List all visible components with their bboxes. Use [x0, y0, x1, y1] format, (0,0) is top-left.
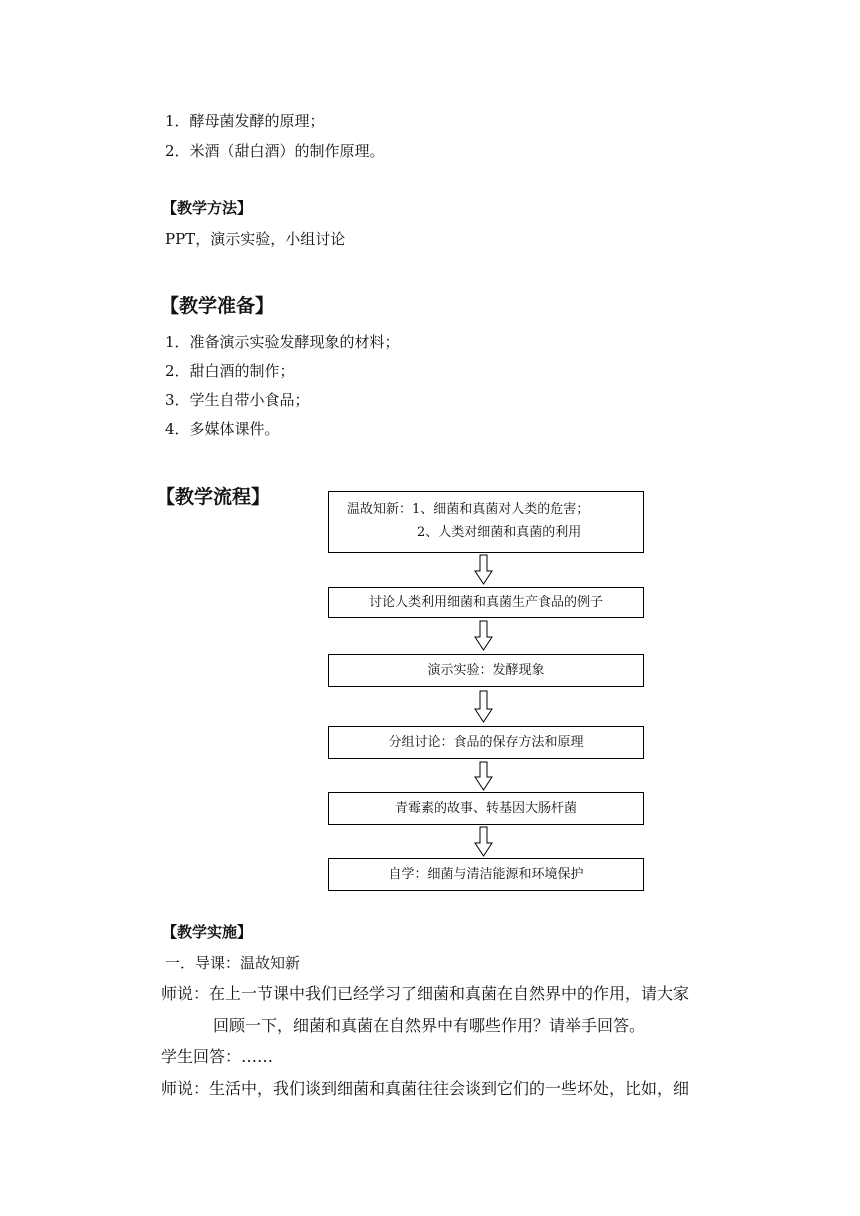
flow-step-2-label: 演示实验：发酵现象: [427, 663, 545, 678]
down-arrow-icon: [474, 690, 494, 724]
flow-box-step-4: [328, 792, 644, 825]
preparation-item-3: 3．学生自带小食品；: [165, 391, 310, 409]
teacher-speech-1-line2: 回顾一下，细菌和真菌在自然界中有哪些作用？请举手回答。: [213, 1016, 646, 1035]
down-arrow-icon: [474, 620, 494, 652]
preparation-item-4: 4．多媒体课件。: [165, 420, 280, 438]
method-content: PPT，演示实验，小组讨论: [165, 230, 346, 248]
down-arrow-icon: [474, 761, 494, 792]
section-1-title: 一．导课：温故知新: [165, 954, 301, 972]
down-arrow-icon: [474, 826, 494, 858]
preparation-heading: 【教学准备】: [160, 295, 275, 317]
flow-box-review: [328, 491, 644, 553]
teacher-speech-2-line1: 师说：生活中，我们谈到细菌和真菌往往会谈到它们的一些坏处，比如，细: [161, 1079, 690, 1098]
flow-box-step-2: [328, 654, 644, 687]
flow-box-review-line2: 2、人类对细菌和真菌的利用: [417, 525, 582, 540]
principle-item-2: 2．米酒（甜白酒）的制作原理。: [165, 142, 385, 160]
flow-heading: 【教学流程】: [156, 486, 271, 508]
student-answer: 学生回答：……: [161, 1047, 274, 1066]
method-heading: 【教学方法】: [162, 199, 253, 217]
flow-step-4-label: 青霉素的故事、转基因大肠杆菌: [394, 801, 577, 816]
preparation-item-1: 1．准备演示实验发酵现象的材料；: [165, 333, 400, 351]
flow-step-1-label: 讨论人类利用细菌和真菌生产食品的例子: [368, 595, 603, 610]
flow-box-step-1: [328, 587, 644, 618]
flow-box-review-line1: 温故知新：1、细菌和真菌对人类的危害；: [347, 502, 590, 517]
down-arrow-icon: [474, 554, 494, 586]
implementation-heading: 【教学实施】: [162, 923, 253, 941]
flow-box-step-3: [328, 726, 644, 759]
teacher-speech-1-line1: 师说：在上一节课中我们已经学习了细菌和真菌在自然界中的作用，请大家: [161, 984, 690, 1003]
preparation-item-2: 2．甜白酒的制作；: [165, 362, 295, 380]
flow-box-step-5: [328, 858, 644, 891]
principle-item-1: 1．酵母菌发酵的原理；: [165, 112, 325, 130]
flow-step-3-label: 分组讨论：食品的保存方法和原理: [388, 735, 584, 750]
flow-step-5-label: 自学：细菌与清洁能源和环境保护: [388, 867, 584, 882]
